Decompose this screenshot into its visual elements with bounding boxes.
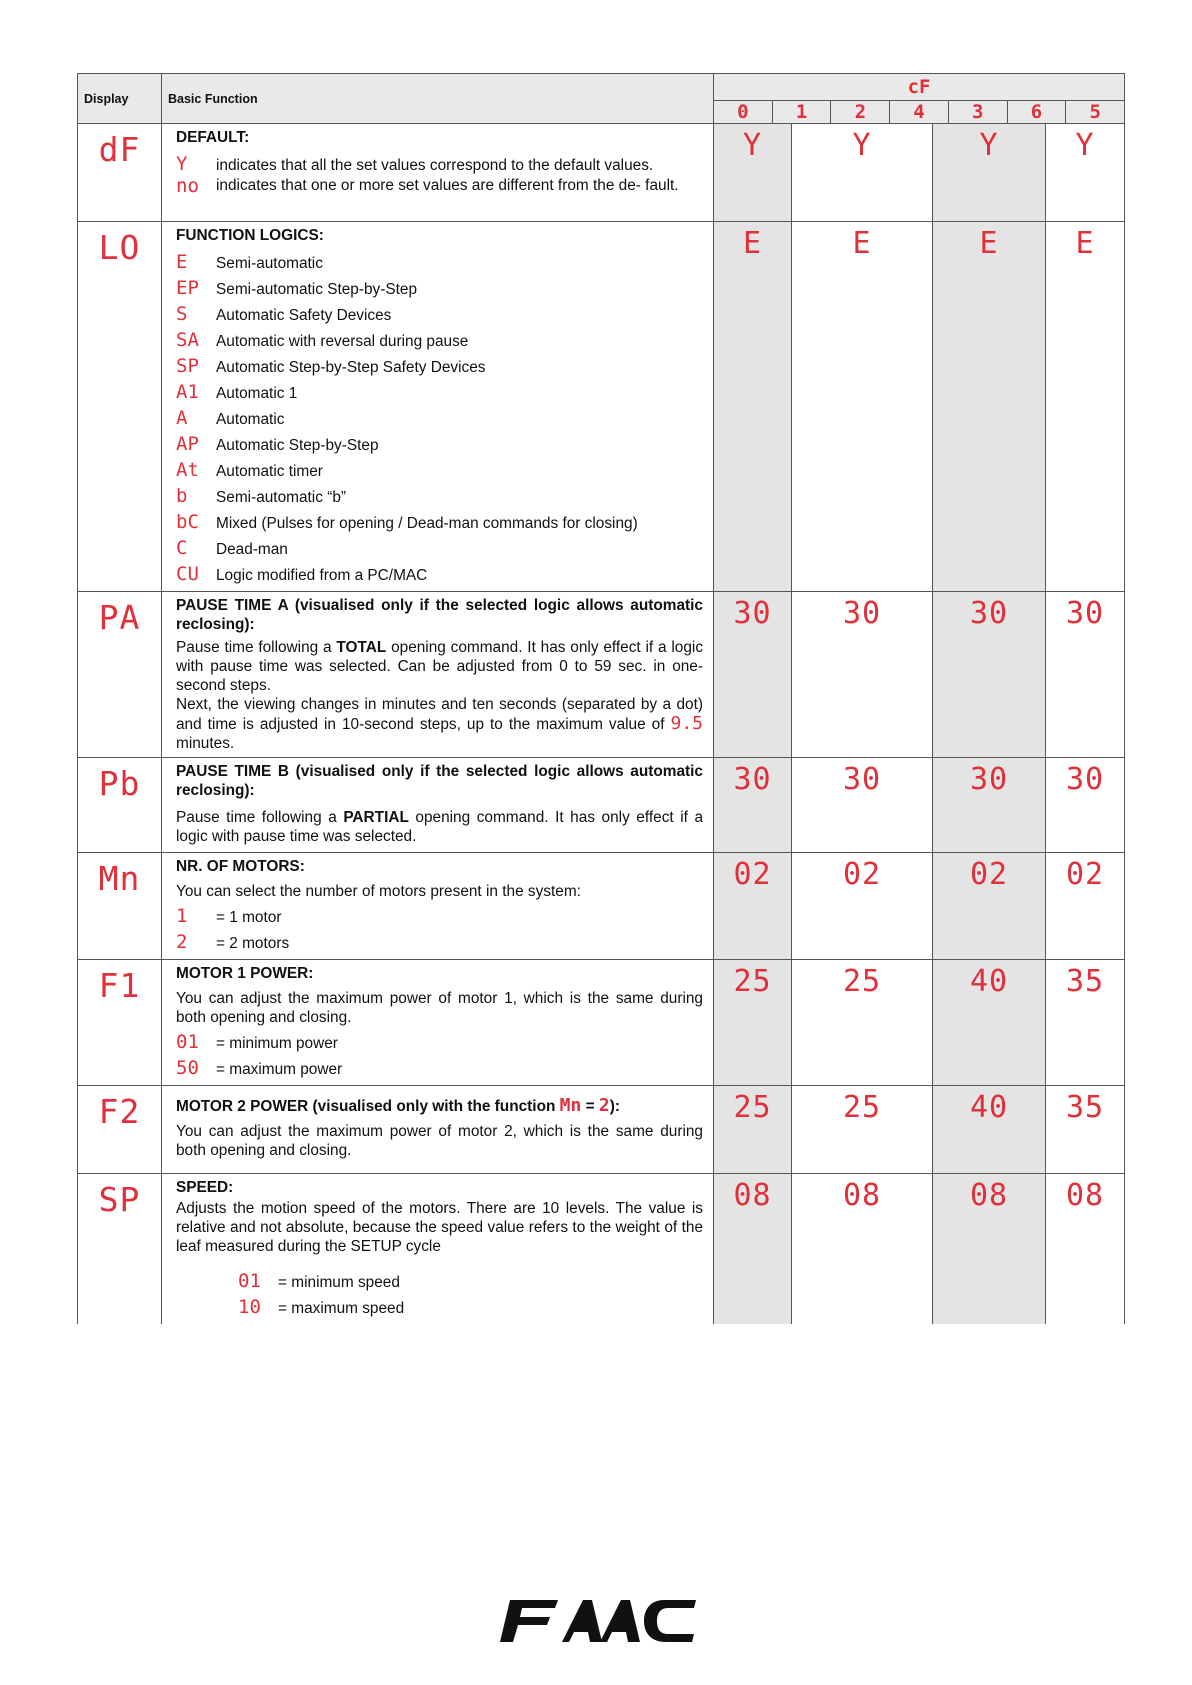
header-cf-columns <box>714 101 1124 123</box>
option-code: bC <box>176 511 199 533</box>
basic-function-cell <box>162 758 714 853</box>
option-code: At <box>176 459 199 481</box>
value-cell: 02 <box>1046 853 1125 960</box>
option-item <box>176 1270 703 1294</box>
desc-text: Next, the viewing changes in minutes and ten seconds (separated by a dot) and time is adjusted in 10-second steps, up to the maximum value of <box>176 696 703 733</box>
desc-text: Pause time following a <box>176 639 337 656</box>
parameter-table-sheet <box>77 73 1124 1324</box>
basic-function-cell <box>162 592 714 758</box>
cf-column-label: 5 <box>1065 101 1124 123</box>
option-code: b <box>176 485 188 507</box>
value-cell: 30 <box>792 592 933 758</box>
option-code: A <box>176 407 188 429</box>
option-text: Mixed (Pulses for opening / Dead-man commands for closing) <box>216 515 638 532</box>
option-code: SP <box>176 355 199 377</box>
option-item <box>176 177 703 195</box>
option-text: Semi-automatic “b” <box>216 489 347 506</box>
value-cell: 25 <box>792 960 933 1086</box>
logic-options-list <box>176 251 703 587</box>
option-text: Automatic Step-by-Step Safety Devices <box>216 359 486 376</box>
value-cell: 30 <box>933 592 1046 758</box>
value-cell: E <box>714 222 792 592</box>
row-description: Adjusts the motion speed of the motors. There are 10 levels. The value is relative and not absolute, because the speed value refers to the weight of the leaf measured during the SETUP cycle <box>176 1200 703 1255</box>
option-item <box>176 1296 703 1320</box>
header-cf-title: cF <box>714 74 1124 101</box>
row-title: FUNCTION LOGICS: <box>176 227 324 244</box>
list-item <box>176 381 703 405</box>
option-text: = 1 motor <box>216 909 282 926</box>
list-item <box>176 277 703 301</box>
list-item <box>176 303 703 327</box>
row-description: You can select the number of motors present in the system: <box>176 883 581 900</box>
option-code: no <box>176 175 199 197</box>
value-cell: 30 <box>714 758 792 853</box>
option-code: Y <box>176 153 188 175</box>
basic-function-cell <box>162 1086 714 1174</box>
table-row-pb <box>78 758 1125 853</box>
value-cell: 35 <box>1046 960 1125 1086</box>
value-cell: 40 <box>933 960 1046 1086</box>
option-item <box>176 931 703 955</box>
list-item <box>176 459 703 483</box>
header-basic-function: Basic Function <box>162 74 714 124</box>
row-title: PAUSE TIME A (visualised only if the selected logic allows automatic reclosing): <box>176 597 703 633</box>
list-item <box>176 355 703 379</box>
desc-text: opening command. It has only effect if a logic with pause time was selected. Can be adjusted from 0 to 59 sec. in one-second steps. <box>176 639 704 694</box>
option-code: 1 <box>176 905 188 927</box>
display-code: dF <box>78 124 162 222</box>
cf-column-label: 0 <box>737 101 749 123</box>
option-code: SA <box>176 329 199 351</box>
basic-function-cell <box>162 853 714 960</box>
option-item <box>176 153 703 177</box>
value-cell: 08 <box>792 1174 933 1325</box>
row-title: NR. OF MOTORS: <box>176 858 305 875</box>
display-code: LO <box>78 222 162 592</box>
option-text: Automatic 1 <box>216 385 298 402</box>
row-description <box>176 808 703 846</box>
table-row-sp <box>78 1174 1125 1325</box>
list-item <box>176 511 703 535</box>
row-title: SPEED: <box>176 1179 234 1196</box>
table-row-f1 <box>78 960 1125 1086</box>
value-cell: 02 <box>792 853 933 960</box>
list-item <box>176 537 703 561</box>
list-item <box>176 407 703 431</box>
header-cf-group <box>714 74 1125 124</box>
basic-function-cell <box>162 124 714 222</box>
basic-function-cell <box>162 1174 714 1325</box>
option-item <box>176 905 703 929</box>
row-title: PAUSE TIME B (visualised only if the selected logic allows automatic reclosing): <box>176 763 703 799</box>
desc-text: minutes. <box>176 735 235 752</box>
table-row-lo <box>78 222 1125 592</box>
value-cell: 35 <box>1046 1086 1125 1174</box>
table-row-mn <box>78 853 1125 960</box>
option-text: Automatic Safety Devices <box>216 307 392 324</box>
value-cell: Y <box>714 124 792 222</box>
option-code: AP <box>176 433 199 455</box>
basic-function-cell <box>162 960 714 1086</box>
display-code: SP <box>78 1174 162 1325</box>
list-item <box>176 485 703 509</box>
value-cell: 02 <box>933 853 1046 960</box>
row-title <box>176 1096 703 1116</box>
parameter-table <box>77 73 1125 1324</box>
option-code: 2 <box>176 931 188 953</box>
option-text: = minimum speed <box>278 1274 400 1291</box>
value-cell: 30 <box>1046 592 1125 758</box>
table-row-f2 <box>78 1086 1125 1174</box>
desc-text: opening command. It has only effect if a logic with pause time was selected. <box>176 809 703 845</box>
option-code: 01 <box>176 1031 199 1053</box>
value-cell: 08 <box>933 1174 1046 1325</box>
value-cell: 30 <box>714 592 792 758</box>
value-cell: 30 <box>933 758 1046 853</box>
header-display: Display <box>78 74 162 124</box>
option-item <box>176 1057 703 1081</box>
value-cell: 08 <box>1046 1174 1125 1325</box>
table-header-row <box>78 74 1125 124</box>
cf-column-label: 2 <box>830 101 889 123</box>
faac-logo <box>500 1596 696 1646</box>
option-code: 10 <box>238 1296 261 1318</box>
option-code: S <box>176 303 188 325</box>
value-cell: Y <box>1046 124 1125 222</box>
list-item <box>176 563 703 587</box>
table-row-pa <box>78 592 1125 758</box>
option-text: Dead-man <box>216 541 288 558</box>
display-code: PA <box>78 592 162 758</box>
row-title: MOTOR 1 POWER: <box>176 965 314 982</box>
option-text: = minimum power <box>216 1035 338 1052</box>
option-text: indicates that all the set values correspond to the default values. <box>216 157 654 174</box>
title-text: = <box>581 1098 599 1115</box>
option-text: Logic modified from a PC/MAC <box>216 567 428 584</box>
option-text: Automatic timer <box>216 463 323 480</box>
option-item <box>176 1031 703 1055</box>
value-cell: 40 <box>933 1086 1046 1174</box>
value-cell: 30 <box>1046 758 1125 853</box>
display-code: Pb <box>78 758 162 853</box>
value-cell: E <box>933 222 1046 592</box>
display-code: Mn <box>78 853 162 960</box>
option-text: = maximum power <box>216 1061 343 1078</box>
value-cell: E <box>1046 222 1125 592</box>
value-cell: Y <box>792 124 933 222</box>
list-item <box>176 329 703 353</box>
row-description <box>176 695 703 753</box>
option-code: A1 <box>176 381 199 403</box>
value-cell: 25 <box>792 1086 933 1174</box>
option-code: EP <box>176 277 199 299</box>
option-text: Automatic with reversal during pause <box>216 333 469 350</box>
option-code: C <box>176 537 188 559</box>
title-text: MOTOR 2 POWER (visualised only with the function <box>176 1098 560 1115</box>
row-description: You can adjust the maximum power of motor 2, which is the same during both opening and closing. <box>176 1123 703 1159</box>
option-code: CU <box>176 563 199 585</box>
value-cell: 30 <box>792 758 933 853</box>
option-text: Semi-automatic Step-by-Step <box>216 281 418 298</box>
option-text: indicates that one or more set values are different from the de- fault. <box>216 177 679 194</box>
option-text: = 2 motors <box>216 935 290 952</box>
inline-code: 9.5 <box>670 713 703 734</box>
option-text: Automatic Step-by-Step <box>216 437 379 454</box>
cf-column-label: 4 <box>889 101 948 123</box>
option-code: 01 <box>238 1270 261 1292</box>
desc-text: Pause time following a <box>176 809 344 826</box>
row-title: DEFAULT: <box>176 129 250 146</box>
inline-code: 2 <box>598 1095 610 1116</box>
value-cell: 08 <box>714 1174 792 1325</box>
option-code: 50 <box>176 1057 199 1079</box>
row-description <box>176 638 703 695</box>
inline-code: Mn <box>559 1095 582 1116</box>
desc-bold: PARTIAL <box>343 809 409 826</box>
desc-bold: TOTAL <box>336 639 387 656</box>
list-item <box>176 433 703 457</box>
option-code: E <box>176 251 188 273</box>
option-text: = maximum speed <box>278 1300 405 1317</box>
display-code: F2 <box>78 1086 162 1174</box>
basic-function-cell <box>162 222 714 592</box>
option-text: Automatic <box>216 411 285 428</box>
option-text: Semi-automatic <box>216 255 323 272</box>
display-code: F1 <box>78 960 162 1086</box>
value-cell: E <box>792 222 933 592</box>
value-cell: Y <box>933 124 1046 222</box>
cf-column-label: 6 <box>1007 101 1066 123</box>
cf-column-label: 3 <box>948 101 1007 123</box>
value-cell: 25 <box>714 960 792 1086</box>
list-item <box>176 251 703 275</box>
title-text: ): <box>609 1098 620 1115</box>
table-row-df <box>78 124 1125 222</box>
value-cell: 25 <box>714 1086 792 1174</box>
row-description: You can adjust the maximum power of motor 1, which is the same during both opening and closing. <box>176 990 703 1026</box>
cf-column-label: 1 <box>772 101 831 123</box>
value-cell: 02 <box>714 853 792 960</box>
